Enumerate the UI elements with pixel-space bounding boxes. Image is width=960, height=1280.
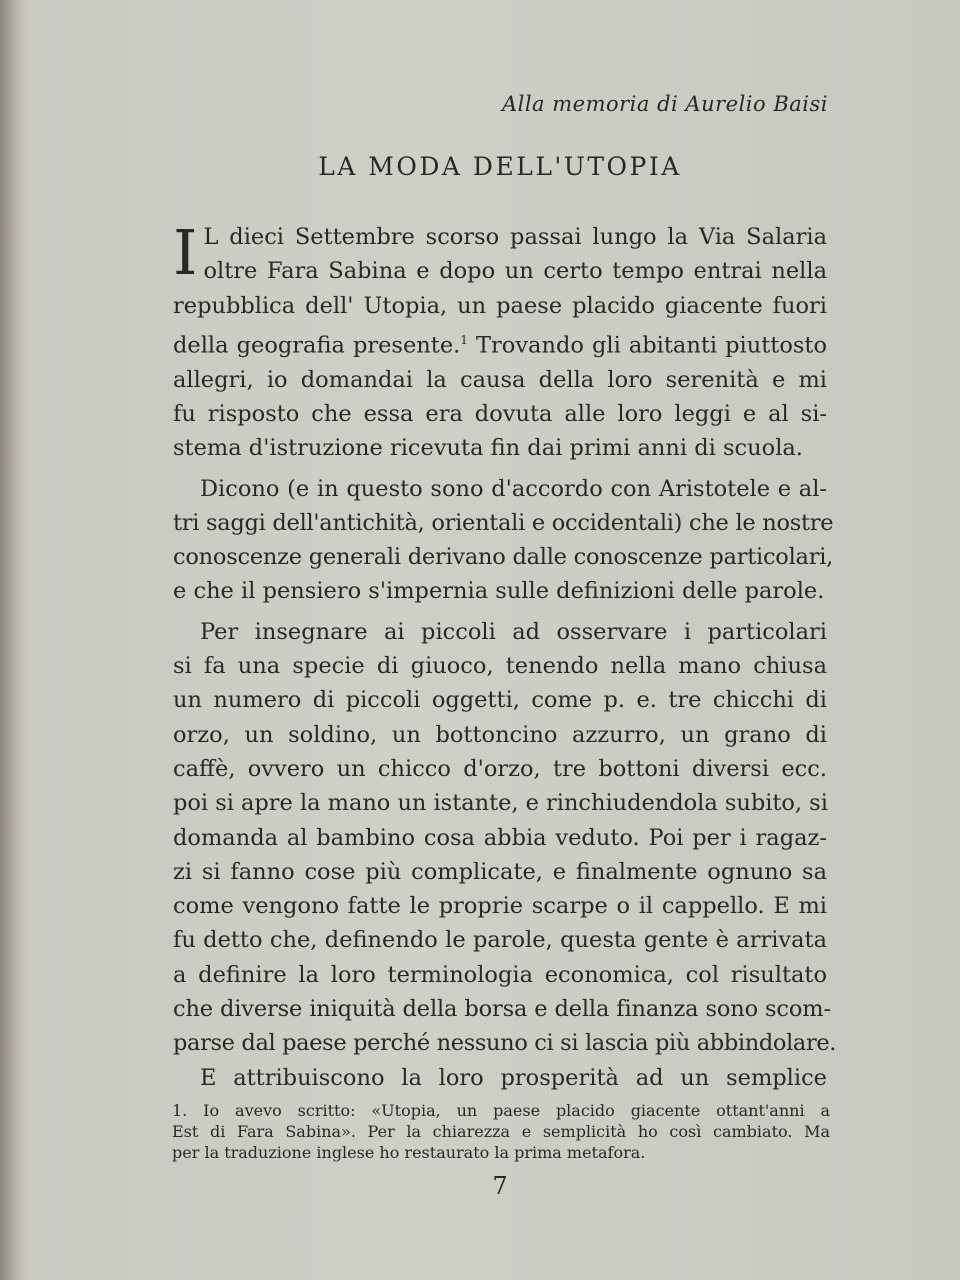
text-line: fu detto che, definendo le parole, questa gente è arrivata [173,927,827,954]
text-line: si fa una specie di giuoco, tenendo nella mano chiusa [173,653,827,680]
text-line: oltre Fara Sabina e dopo un certo tempo entrai nella [203,258,827,285]
text-line: come vengono fatte le proprie scarpe o il cappello. E mi [173,893,827,920]
text-line: Per insegnare ai piccoli ad osservare i particolari [200,618,827,645]
text-line: fu risposto che essa era dovuta alle loro leggi e al si- [173,400,827,427]
drop-cap: I [173,216,198,289]
footnote-line: 1. Io avevo scritto: «Utopia, un paese placido giacente ottant'anni a [172,1101,830,1120]
text-line: zi si fanno cose più complicate, e finalmente ognuno sa [173,858,827,885]
text-line: parse dal paese perché nessuno ci si lascia più abbindolare. [173,1030,837,1057]
page-number: 7 [492,1172,508,1200]
paragraph-2 [173,472,834,609]
paragraph-3 [173,615,837,1061]
text-line: stema d'istruzione ricevuta fin dai primi anni di scuola. [173,435,803,462]
text-line: domanda al bambino cosa abbia veduto. Poi per i ragaz- [173,824,827,851]
footnote-line: Est di Fara Sabina». Per la chiarezza e semplicità ho così cambiato. Ma [172,1122,830,1141]
text-line [173,289,827,323]
text-line: conoscenze generali derivano dalle conoscenze particolari, [173,544,834,571]
chapter-title: LA MODA DELL'UTOPIA [318,152,682,181]
text-line: poi si apre la mano un istante, e rinchiudendola subito, si [173,790,828,817]
text-line: a definire la loro terminologia economica, col risultato [173,961,827,988]
text-line: allegri, io domandai la causa della loro serenità e mi [173,366,827,393]
text-line: un numero di piccoli oggetti, come p. e. tre chicchi di [173,687,827,714]
text-line: E attribuiscono la loro prosperità ad un semplice [200,1064,827,1091]
text-line-part: Trovando gli abitanti piuttosto [476,332,827,359]
paragraph-4 [173,1061,827,1095]
dedication: Alla memoria di Aurelio Baisi [501,92,828,116]
text-line: orzo, un soldino, un bottoncino azzurro, un grano di [173,721,827,748]
text-line-part: della geografia presente. [173,332,461,359]
text-line-part: repubblica dell' Utopia, un paese placido giacente fuori [173,292,827,319]
body-text [173,216,837,1095]
text-line: che diverse iniquità della borsa e della finanza sono scom- [173,996,831,1023]
text-line: L dieci Settembre scorso passai lungo la Via Salaria [203,224,827,250]
text-line: e che il pensiero s'impernia sulle definizioni delle parole. [173,578,825,605]
text-line: Dicono (e in questo sono d'accordo con Aristotele e al- [200,475,827,502]
footnote-line: per la traduzione inglese ho restaurato la prima metafora. [172,1143,646,1162]
text-line: caffè, ovvero un chicco d'orzo, tre bottoni diversi ecc. [173,755,827,782]
footnote-ref: 1 [460,332,468,347]
text-line [173,323,827,363]
text-line: tri saggi dell'antichità, orientali e occidentali) che le nostre [173,509,834,536]
paragraph-1 [173,216,827,466]
footnote [172,1100,830,1163]
